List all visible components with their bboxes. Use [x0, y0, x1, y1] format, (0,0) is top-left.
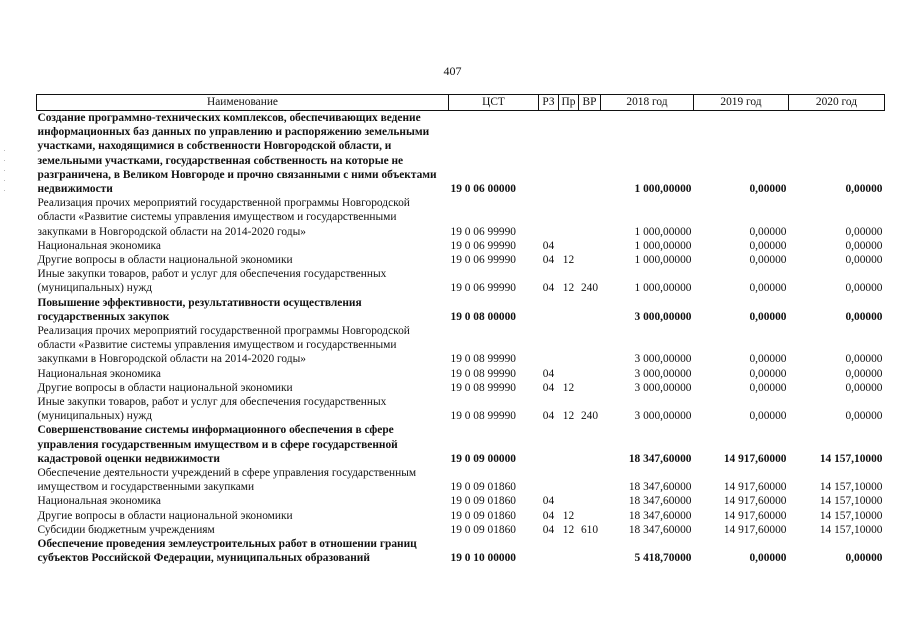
- row-2020: 0,00000: [845, 410, 883, 423]
- table-row: [37, 466, 885, 494]
- row-2020: 0,00000: [845, 254, 883, 267]
- row-2018: 18 347,60000: [628, 509, 692, 522]
- row-pr: 12: [562, 254, 575, 267]
- row-2020: 0,00000: [845, 239, 883, 252]
- row-name: Субсидии бюджетным учреждениям: [37, 523, 215, 536]
- row-pr: [559, 196, 579, 239]
- table-row: [37, 523, 885, 537]
- row-name: Национальная экономика: [37, 239, 161, 252]
- row-2020: 0,00000: [845, 367, 883, 380]
- row-pr: [559, 111, 579, 197]
- row-vr: [579, 381, 601, 395]
- row-vr: [579, 253, 601, 267]
- header-2018: 2018 год: [601, 95, 694, 111]
- row-2018: 3 000,00000: [634, 410, 692, 423]
- row-2020: 14 157,10000: [819, 452, 883, 465]
- table-row: [37, 494, 885, 508]
- row-vr: [579, 196, 601, 239]
- row-pr: [559, 367, 579, 381]
- row-2019: 0,00000: [749, 254, 787, 267]
- row-vr: [579, 367, 601, 381]
- row-name: Иные закупки товаров, работ и услуг для обеспечения государственных (муниципальных) нужд: [37, 268, 387, 295]
- row-2019: 14 917,60000: [723, 452, 787, 465]
- row-name: Обеспечение проведения землеустроительных работ в отношении границ субъектов Российской Федерации, муниципальных образований: [37, 538, 417, 565]
- row-2020: 14 157,10000: [819, 523, 883, 536]
- row-vr: [579, 324, 601, 367]
- row-2018: 3 000,00000: [634, 367, 692, 380]
- row-rz: 04: [542, 381, 555, 394]
- row-2019: 0,00000: [749, 225, 787, 238]
- row-rz: 04: [542, 509, 555, 522]
- row-name: Обеспечение деятельности учреждений в сфере управления государственным имуществом и государственными закупками: [37, 467, 417, 494]
- row-2019: 0,00000: [749, 381, 787, 394]
- row-vr: 240: [580, 410, 599, 423]
- row-vr: [579, 296, 601, 324]
- row-vr: [579, 537, 601, 565]
- row-rz: 04: [542, 282, 555, 295]
- table-row: [37, 239, 885, 253]
- row-pr: 12: [562, 410, 575, 423]
- row-2018: 1 000,00000: [634, 239, 692, 252]
- table-row: [37, 196, 885, 239]
- row-vr: [579, 509, 601, 523]
- row-name: Повышение эффективности, результативности осуществления государственных закупок: [37, 296, 362, 323]
- table-row: [37, 253, 885, 267]
- row-2020: 0,00000: [845, 552, 883, 565]
- row-name: Реализация прочих мероприятий государственной программы Новгородской области «Развитие системы управления имуществом и государственными закупками в Новгородской области на 2014-2020 годы»: [37, 325, 410, 366]
- row-rz: [539, 537, 559, 565]
- table-row: [37, 423, 885, 466]
- row-pr: 12: [562, 381, 575, 394]
- row-pr: [559, 296, 579, 324]
- table-row: [37, 324, 885, 367]
- row-name: Реализация прочих мероприятий государственной программы Новгородской области «Развитие системы управления имуществом и государственными закупками в Новгородской области на 2014-2020 годы»: [37, 197, 410, 238]
- row-vr: [579, 111, 601, 197]
- row-cst: 19 0 06 99990: [450, 282, 516, 295]
- row-pr: [559, 239, 579, 253]
- row-2019: 14 917,60000: [723, 509, 787, 522]
- row-2018: 5 418,70000: [634, 552, 692, 565]
- row-name: Другие вопросы в области национальной экономики: [37, 509, 293, 522]
- row-rz: [539, 296, 559, 324]
- row-cst: 19 0 08 99990: [450, 381, 516, 394]
- row-2018: 3 000,00000: [634, 353, 692, 366]
- row-pr: [559, 423, 579, 466]
- row-name: Национальная экономика: [37, 367, 161, 380]
- row-name: Совершенствование системы информационного обеспечения в сфере управления государственным имуществом и в сфере государственной кадастровой оценки недвижимости: [37, 424, 398, 465]
- row-2019: 0,00000: [749, 183, 787, 196]
- row-cst: 19 0 06 99990: [450, 225, 516, 238]
- row-2020: 0,00000: [845, 381, 883, 394]
- row-2018: 1 000,00000: [634, 254, 692, 267]
- header-2020: 2020 год: [789, 95, 885, 111]
- row-2020: 0,00000: [845, 225, 883, 238]
- row-cst: 19 0 06 99990: [450, 239, 516, 252]
- table-row: [37, 111, 885, 197]
- row-2019: 0,00000: [749, 552, 787, 565]
- row-2019: 0,00000: [749, 367, 787, 380]
- header-rz: РЗ: [539, 95, 559, 111]
- row-name: Иные закупки товаров, работ и услуг для обеспечения государственных (муниципальных) нужд: [37, 396, 387, 423]
- row-2018: 1 000,00000: [634, 183, 692, 196]
- table-body: [37, 111, 885, 566]
- row-vr: 240: [580, 282, 599, 295]
- table-row: [37, 381, 885, 395]
- row-cst: 19 0 08 99990: [450, 367, 516, 380]
- row-2018: 18 347,60000: [628, 452, 692, 465]
- row-2019: 0,00000: [749, 410, 787, 423]
- row-vr: [579, 239, 601, 253]
- row-cst: 19 0 09 01860: [450, 481, 516, 494]
- row-2019: 14 917,60000: [723, 523, 787, 536]
- row-rz: [539, 324, 559, 367]
- row-rz: 04: [542, 495, 555, 508]
- row-2018: 1 000,00000: [634, 282, 692, 295]
- row-cst: 19 0 09 01860: [450, 509, 516, 522]
- table-header: [37, 95, 885, 111]
- row-cst: 19 0 06 99990: [450, 254, 516, 267]
- header-name: Наименование: [37, 95, 449, 111]
- row-pr: [559, 537, 579, 565]
- scan-margin-marks: [4, 150, 7, 200]
- header-cst: ЦСТ: [449, 95, 539, 111]
- row-pr: 12: [562, 509, 575, 522]
- row-cst: 19 0 09 01860: [450, 523, 516, 536]
- row-name: Другие вопросы в области национальной экономики: [37, 381, 293, 394]
- row-cst: 19 0 09 00000: [450, 452, 516, 465]
- row-rz: [539, 423, 559, 466]
- header-pr: Пр: [559, 95, 579, 111]
- row-name: Национальная экономика: [37, 495, 161, 508]
- row-2019: 0,00000: [749, 282, 787, 295]
- row-name: Другие вопросы в области национальной экономики: [37, 254, 293, 267]
- row-2020: 14 157,10000: [819, 495, 883, 508]
- row-pr: [559, 494, 579, 508]
- row-vr: [579, 494, 601, 508]
- row-cst: 19 0 10 00000: [450, 552, 516, 565]
- row-vr: [579, 423, 601, 466]
- row-2019: 14 917,60000: [723, 481, 787, 494]
- row-cst: 19 0 08 99990: [450, 353, 516, 366]
- row-2018: 1 000,00000: [634, 225, 692, 238]
- row-cst: 19 0 08 99990: [450, 410, 516, 423]
- row-cst: 19 0 06 00000: [450, 183, 516, 196]
- row-rz: 04: [542, 523, 555, 536]
- row-rz: 04: [542, 410, 555, 423]
- row-pr: [559, 466, 579, 494]
- page-number: 407: [443, 64, 462, 78]
- row-cst: 19 0 08 00000: [450, 310, 516, 323]
- row-2020: 0,00000: [845, 353, 883, 366]
- row-rz: 04: [542, 254, 555, 267]
- row-rz: 04: [542, 239, 555, 252]
- table-row: [37, 395, 885, 423]
- row-2019: 14 917,60000: [723, 495, 787, 508]
- table-row: [37, 537, 885, 565]
- row-vr: 610: [580, 523, 599, 536]
- header-2019: 2019 год: [694, 95, 789, 111]
- row-rz: [539, 466, 559, 494]
- row-cst: 19 0 09 01860: [450, 495, 516, 508]
- header-vr: ВР: [579, 95, 601, 111]
- row-pr: [559, 324, 579, 367]
- row-rz: [539, 111, 559, 197]
- row-pr: 12: [562, 282, 575, 295]
- row-2020: 0,00000: [845, 282, 883, 295]
- row-2018: 18 347,60000: [628, 481, 692, 494]
- row-2020: 14 157,10000: [819, 509, 883, 522]
- row-vr: [579, 466, 601, 494]
- table-row: [37, 367, 885, 381]
- row-rz: 04: [542, 367, 555, 380]
- table-row: [37, 296, 885, 324]
- table-row: [37, 509, 885, 523]
- row-rz: [539, 196, 559, 239]
- row-2019: 0,00000: [749, 353, 787, 366]
- row-pr: 12: [562, 523, 575, 536]
- table-row: [37, 267, 885, 295]
- row-2018: 3 000,00000: [634, 381, 692, 394]
- row-2020: 0,00000: [845, 183, 883, 196]
- row-2019: 0,00000: [749, 239, 787, 252]
- budget-table: [36, 94, 885, 566]
- row-2018: 18 347,60000: [628, 523, 692, 536]
- row-2018: 18 347,60000: [628, 495, 692, 508]
- row-2020: 14 157,10000: [819, 481, 883, 494]
- row-2019: 0,00000: [749, 310, 787, 323]
- row-name: Создание программно-технических комплексов, обеспечивающих ведение информационных баз данных по управлению и распоряжению земельными участками, находящимися в собственности Новгородской области, и земельными участками, государственная собственность на которые не разграничена, в Великом Новгороде и прочно связанными с ними объектами недвижимости: [37, 112, 437, 196]
- row-2020: 0,00000: [845, 310, 883, 323]
- row-2018: 3 000,00000: [634, 310, 692, 323]
